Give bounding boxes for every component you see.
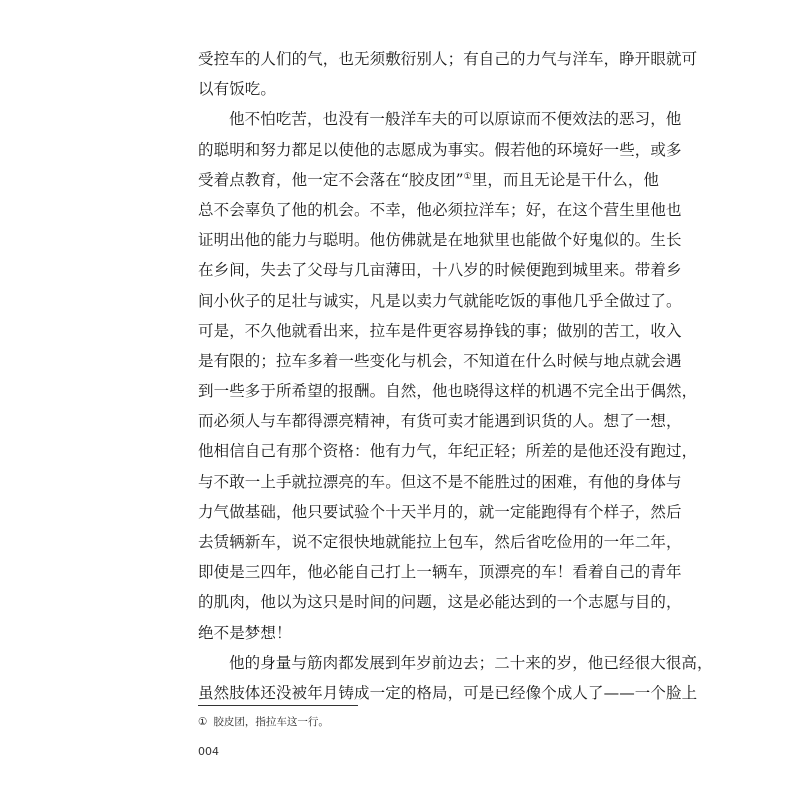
text-line: 证明出他的能力与聪明。他仿佛就是在地狱里也能做个好鬼似的。生长 [198, 231, 682, 250]
text-line: 绝不是梦想！ [198, 623, 292, 642]
footnote [198, 714, 329, 730]
text-line: 去赁辆新车，说不定很快地就能拉上包车，然后省吃俭用的一年二年， [198, 533, 682, 551]
text-segment: 受着点教育，他一定不会落在“胶皮团” [198, 170, 464, 189]
text-line: 是有限的；拉车多着一些变化与机会，不知道在什么时候与地点就会遇 [198, 351, 682, 370]
footnote-divider [198, 705, 358, 706]
text-line: 即使是三四年，他必能自己打上一辆车，顶漂亮的车！看着自己的青年 [198, 563, 682, 582]
text-line: 与不敢一上手就拉漂亮的车。但这不是不能胜过的困难，有他的身体与 [198, 472, 682, 491]
text-line: 他相信自己有那个资格：他有力气，年纪正轻；所差的是他还没有跑过， [198, 442, 698, 461]
footnote-number: ① [198, 716, 208, 728]
text-line: 以有饭吃。 [198, 80, 277, 99]
text-line: 的肌肉，他以为这只是时间的问题，这是必能达到的一个志愿与目的， [198, 593, 682, 612]
body-text [198, 44, 713, 708]
text-line: 而必须人与车都得漂亮精神，有货可卖才能遇到识货的人。想了一想， [198, 412, 682, 431]
text-line: 间小伙子的足壮与诚实，凡是以卖力气就能吃饭的事他几乎全做过了。 [198, 291, 682, 310]
text-line: 的聪明和努力都足以使他的志愿成为事实。假若他的环境好一些，或多 [198, 140, 682, 159]
text-line: 力气做基础，他只要试验个十天半月的，就一定能跑得有个样子，然后 [198, 502, 682, 521]
text-line: 他的身量与筋肉都发展到年岁前边去；二十来的岁，他已经很大很高， [229, 653, 713, 672]
footnote-text: 胶皮团，指拉车这一行。 [213, 716, 329, 728]
footnote-marker: ① [463, 171, 472, 182]
text-line: 在乡间，失去了父母与几亩薄田，十八岁的时候便跑到城里来。带着乡 [198, 261, 682, 280]
text-line: 可是，不久他就看出来，拉车是件更容易挣钱的事；做别的苦工，收入 [198, 321, 682, 340]
text-line: 受控车的人们的气，也无须敷衍别人；有自己的力气与洋车，睁开眼就可 [198, 50, 698, 68]
text-line: 他不怕吃苦，也没有一般洋车夫的可以原谅而不便效法的恶习，他 [229, 110, 682, 129]
text-line-with-footnote [198, 165, 660, 195]
text-segment: 里，而且无论是干什么，他 [471, 170, 660, 189]
text-line: 到一些多于所希望的报酬。自然，他也晓得这样的机遇不完全出于偶然， [198, 382, 698, 401]
text-line: 虽然肢体还没被年月铸成一定的格局，可是已经像个成人了——一个脸上 [198, 683, 698, 702]
page-number: 004 [198, 745, 219, 758]
text-line: 总不会辜负了他的机会。不幸，他必须拉洋车；好，在这个营生里他也 [198, 200, 682, 219]
